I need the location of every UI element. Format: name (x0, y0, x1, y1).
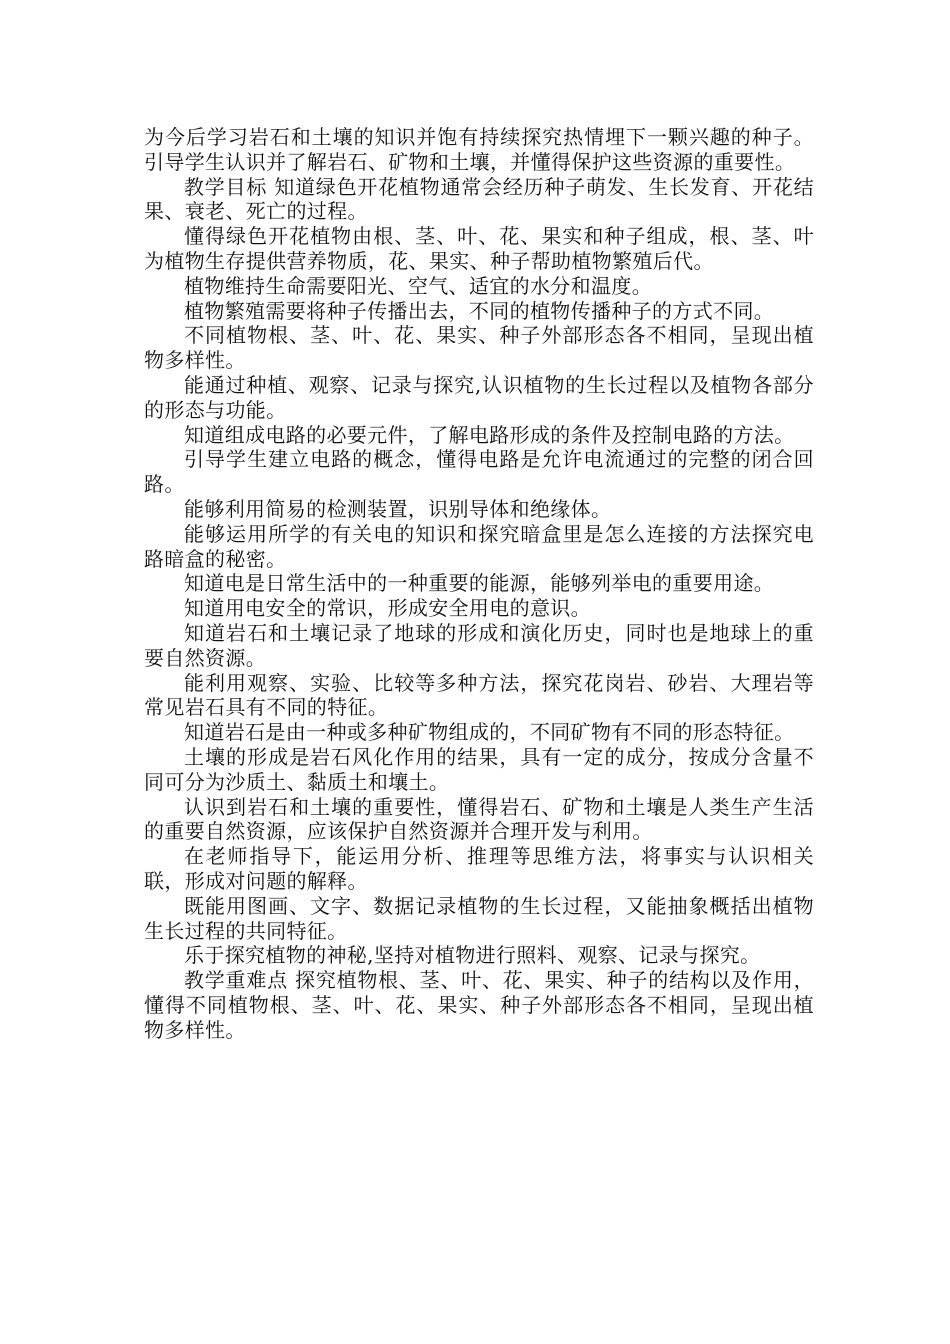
paragraph: 知道岩石是由一种或多种矿物组成的，不同矿物有不同的形态特征。 (184, 720, 795, 745)
document-body (144, 125, 814, 1042)
paragraph: 引导学生建立电路的概念，懂得电路是允许电流通过的完整的闭合回路。 (144, 447, 814, 497)
paragraph: 在老师指导下，能运用分析、推理等思维方法，将事实与认识相关联，形成对问题的解释。 (144, 844, 814, 893)
paragraph: 乐于探究植物的神秘,坚持对植物进行照料、观察、记录与探究。 (184, 943, 761, 968)
paragraph: 不同植物根、茎、叶、花、果实、种子外部形态各不相同，呈现出植物多样性。 (144, 323, 814, 373)
paragraph: 教学重难点 探究植物根、茎、叶、花、果实、种子的结构以及作用，懂得不同植物根、茎、叶、花、果实、种子外部形态各不相同，呈现出植物多样性。 (144, 968, 814, 1042)
paragraph: 认识到岩石和土壤的重要性，懂得岩石、矿物和土壤是人类生产生活的重要自然资源，应该保护自然资源并合理开发与利用。 (144, 794, 814, 844)
paragraph: 能利用观察、实验、比较等多种方法，探究花岗岩、砂岩、大理岩等常见岩石具有不同的特征。 (144, 670, 814, 720)
paragraph: 为今后学习岩石和土壤的知识并饱有持续探究热情埋下一颗兴趣的种子。引导学生认识并了解岩石、矿物和土壤，并懂得保护这些资源的重要性。 (144, 125, 814, 174)
paragraph: 教学目标 知道绿色开花植物通常会经历种子萌发、生长发育、开花结果、衰老、死亡的过程。 (144, 174, 814, 224)
paragraph: 能通过种植、观察、记录与探究,认识植物的生长过程以及植物各部分的形态与功能。 (144, 372, 814, 422)
paragraph: 土壤的形成是岩石风化作用的结果，具有一定的成分，按成分含量不同可分为沙质土、黏质土和壤土。 (144, 744, 814, 794)
paragraph: 知道组成电路的必要元件，了解电路形成的条件及控制电路的方法。 (184, 422, 795, 447)
paragraph: 知道用电安全的常识，形成安全用电的意识。 (184, 596, 591, 621)
paragraph: 能够运用所学的有关电的知识和探究暗盒里是怎么连接的方法探究电路暗盒的秘密。 (144, 521, 814, 571)
paragraph: 既能用图画、文字、数据记录植物的生长过程，又能抽象概括出植物生长过程的共同特征。 (144, 893, 814, 943)
paragraph: 懂得绿色开花植物由根、茎、叶、花、果实和种子组成，根、茎、叶为植物生存提供营养物质，花、果实、种子帮助植物繁殖后代。 (144, 224, 814, 273)
paragraph: 知道岩石和土壤记录了地球的形成和演化历史，同时也是地球上的重要自然资源。 (144, 620, 814, 670)
paragraph: 植物繁殖需要将种子传播出去，不同的植物传播种子的方式不同。 (184, 298, 775, 323)
paragraph: 植物维持生命需要阳光、空气、适宜的水分和温度。 (184, 273, 653, 298)
paragraph: 知道电是日常生活中的一种重要的能源，能够列举电的重要用途。 (184, 571, 775, 596)
paragraph: 能够利用简易的检测装置，识别导体和绝缘体。 (184, 496, 612, 521)
